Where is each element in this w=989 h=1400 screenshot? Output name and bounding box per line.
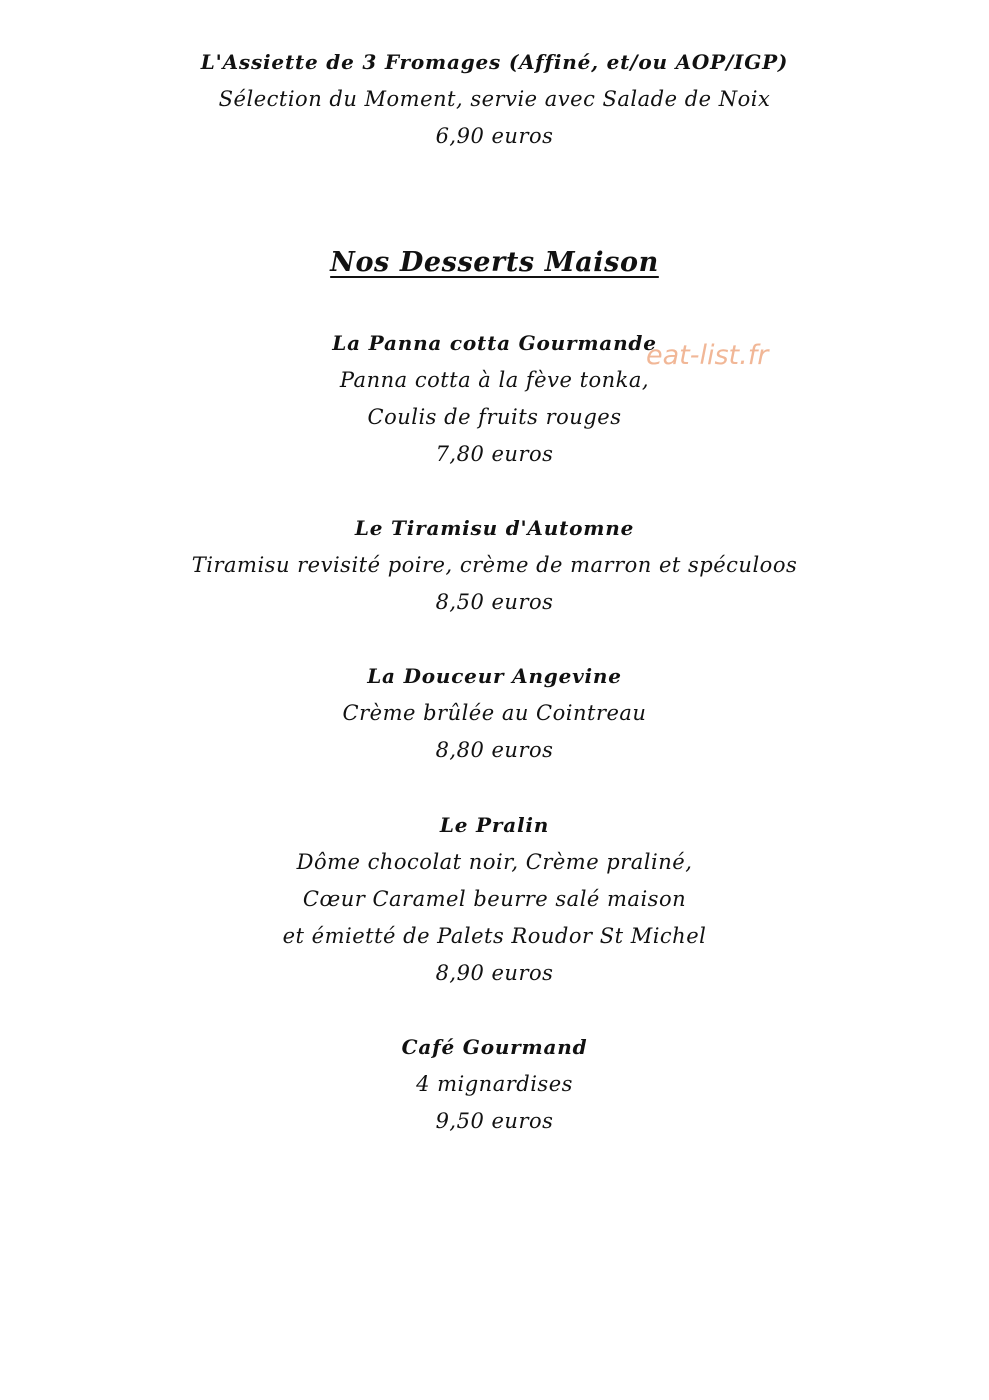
cheese-price: 6,90 euros <box>435 124 554 148</box>
dessert-line: Panna cotta à la fève tonka, <box>339 368 650 392</box>
dessert-name-panna-cotta: La Panna cotta Gourmande <box>332 331 657 355</box>
dessert-name-douceur-angevine: La Douceur Angevine <box>367 664 622 688</box>
dessert-line: 4 mignardises <box>416 1072 573 1096</box>
cheese-description: Sélection du Moment, servie avec Salade de Noix <box>218 87 771 111</box>
dessert-name-tiramisu: Le Tiramisu d'Automne <box>354 516 635 540</box>
dessert-line: Tiramisu revisité poire, crème de marron et spéculoos <box>191 553 798 577</box>
dessert-line: Crème brûlée au Cointreau <box>342 701 647 725</box>
dessert-price: 9,50 euros <box>435 1109 554 1133</box>
cheese-title: L'Assiette de 3 Fromages (Affiné, et/ou AOP/IGP) <box>200 50 789 74</box>
desserts-heading: Nos Desserts Maison <box>330 247 659 278</box>
dessert-line: Cœur Caramel beurre salé maison <box>302 887 687 911</box>
dessert-line: Dôme chocolat noir, Crème praliné, <box>296 850 693 874</box>
dessert-line: et émietté de Palets Roudor St Michel <box>282 924 707 948</box>
watermark-text: eat-list.fr <box>646 340 769 371</box>
dessert-price: 8,90 euros <box>435 961 554 985</box>
dessert-price: 8,50 euros <box>435 590 554 614</box>
dessert-line: Coulis de fruits rouges <box>367 405 622 429</box>
dessert-name-pralin: Le Pralin <box>439 813 550 837</box>
dessert-price: 7,80 euros <box>435 442 554 466</box>
dessert-price: 8,80 euros <box>435 738 554 762</box>
dessert-name-cafe-gourmand: Café Gourmand <box>401 1035 588 1059</box>
